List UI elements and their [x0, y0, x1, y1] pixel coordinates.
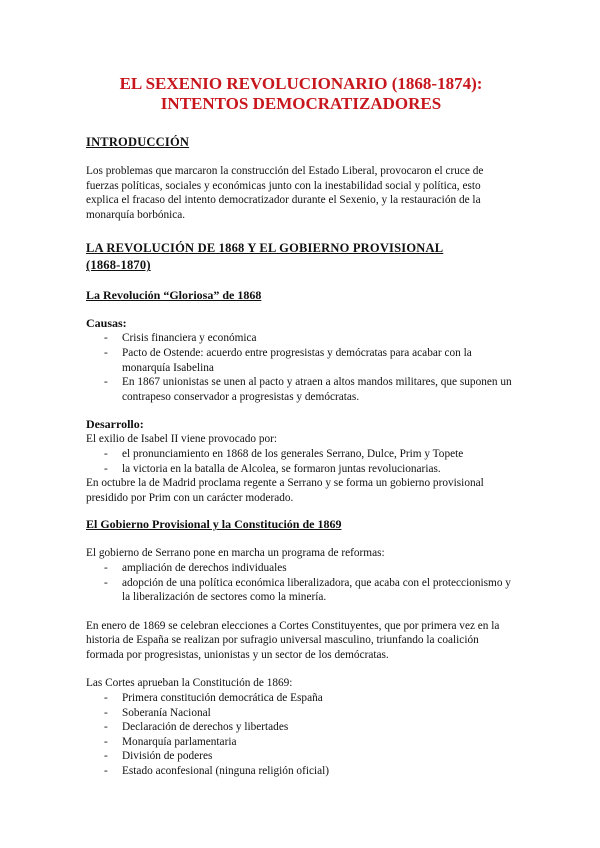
reforms-list: [86, 561, 516, 605]
causes-label: Causas:: [86, 316, 127, 331]
causes-list: [86, 331, 516, 404]
title-line-1: EL SEXENIO REVOLUCIONARIO (1868-1874):: [119, 74, 483, 93]
list-item: - adopción de una política económica liberalizadora, que acaba con el proteccionismo y la liberalización de sectores como la minería.: [104, 576, 511, 604]
document-title: [86, 74, 516, 114]
constitution-list: [86, 691, 516, 779]
section1-heading-line-2: (1868-1870): [86, 258, 151, 273]
document-page: [86, 74, 516, 779]
section1-heading: [86, 240, 516, 274]
list-item: - Monarquía parlamentaria: [104, 735, 237, 748]
development-list: [86, 447, 516, 476]
list-item: - Pacto de Ostende: acuerdo entre progresistas y demócratas para acabar con la monarquía Isabelina: [104, 346, 472, 374]
intro-heading: INTRODUCCIÓN: [86, 135, 190, 149]
list-item: - ampliación de derechos individuales: [104, 561, 287, 574]
list-item: - En 1867 unionistas se unen al pacto y atraen a altos mandos militares, que suponen un contrapeso conservador a progresistas y demócratas.: [104, 376, 512, 403]
development-intro: El exilio de Isabel II viene provocado por:: [86, 433, 278, 446]
development-label: Desarrollo:: [86, 417, 144, 432]
constitution-intro: Las Cortes aprueban la Constitución de 1869:: [86, 677, 293, 690]
list-item: - Estado aconfesional (ninguna religión oficial): [104, 765, 330, 778]
government-heading: El Gobierno Provisional y la Constitución de 1869: [86, 517, 342, 532]
list-item: - la victoria en la batalla de Alcolea, se formaron juntas revolucionarias.: [104, 462, 441, 475]
development-outro: En octubre la de Madrid proclama regente a Serrano y se forma un gobierno provisional presidido por Prim con un carácter moderado.: [86, 477, 484, 504]
title-line-2: INTENTOS DEMOCRATIZADORES: [160, 94, 442, 113]
reforms-intro: El gobierno de Serrano pone en marcha un programa de reformas:: [86, 547, 385, 560]
intro-paragraph: Los problemas que marcaron la construcción del Estado Liberal, provocaron el cruce de fuerzas políticas, sociales y económicas junto con la inestabilidad social y política, esto explica el fracaso del intento democratizador durante el Sexenio, y la restauración de la monarquía borbónica.: [86, 165, 484, 221]
list-item: - Crisis financiera y económica: [104, 332, 257, 345]
list-item: - Primera constitución democrática de España: [104, 692, 323, 705]
list-item: - Soberanía Nacional: [104, 706, 211, 719]
list-item: - División de poderes: [104, 750, 213, 763]
revolution-heading: La Revolución “Gloriosa” de 1868: [86, 288, 262, 303]
elections-paragraph: En enero de 1869 se celebran elecciones a Cortes Constituyentes, que por primera vez en la historia de España se realizan por sufragio universal masculino, triunfando la coalición formada por progresistas, unionistas y un sector de los demócratas.: [86, 619, 500, 661]
list-item: - el pronunciamiento en 1868 de los generales Serrano, Dulce, Prim y Topete: [104, 447, 464, 460]
section1-heading-line-1: LA REVOLUCIÓN DE 1868 Y EL GOBIERNO PROVISIONAL: [86, 241, 444, 256]
list-item: - Declaración de derechos y libertades: [104, 721, 289, 734]
